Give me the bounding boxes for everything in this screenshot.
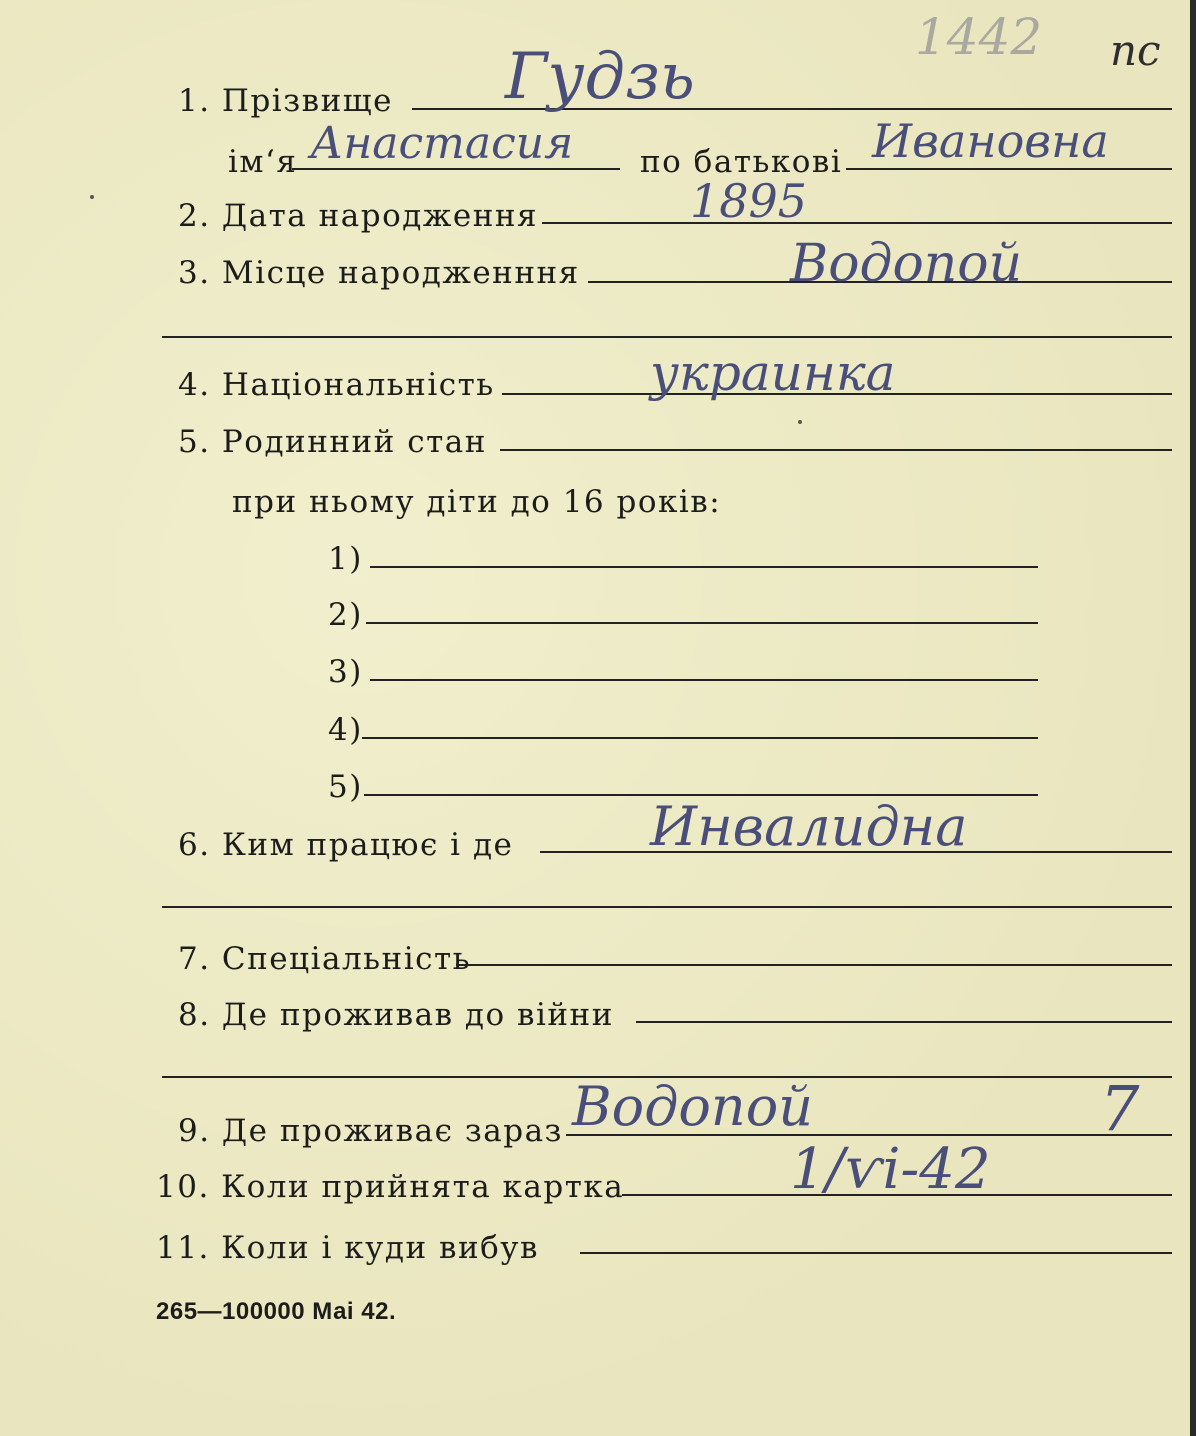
child-3-label: 3) xyxy=(328,654,363,690)
child-2-line[interactable] xyxy=(366,622,1038,624)
birth-date-value: 1895 xyxy=(690,174,808,228)
specialty-label: 7. Спеціальність xyxy=(178,941,472,977)
birth-place-value: Водопой xyxy=(790,234,1023,294)
marital-status-label: 5. Родинний стан xyxy=(178,424,487,460)
current-residence-value: Водопой xyxy=(572,1075,813,1138)
child-1-line[interactable] xyxy=(370,566,1038,568)
child-4-label: 4) xyxy=(328,712,363,748)
patronymic-value: Ивановна xyxy=(872,114,1109,168)
card-accepted-label: 10. Коли прийнята картка xyxy=(156,1169,625,1205)
child-5-label: 5) xyxy=(328,769,363,805)
card-edge xyxy=(1190,0,1196,1436)
patronymic-line[interactable] xyxy=(846,168,1172,170)
current-residence-label: 9. Де проживає зараз xyxy=(178,1113,563,1149)
surname-label: 1. Прізвище xyxy=(178,83,393,119)
marital-status-line[interactable] xyxy=(500,449,1172,451)
archive-suffix: пс xyxy=(1110,26,1161,75)
child-3-line[interactable] xyxy=(370,679,1038,681)
child-4-line[interactable] xyxy=(362,737,1038,739)
patronymic-label: по батькові xyxy=(640,144,843,180)
paper-speck xyxy=(798,420,802,424)
child-1-label: 1) xyxy=(328,541,363,577)
occupation-value: Инвалидна xyxy=(650,795,968,858)
nationality-value: украинка xyxy=(650,344,896,402)
occupation-label: 6. Ким працює і де xyxy=(178,827,514,863)
birth-place-line-2[interactable] xyxy=(162,336,1172,338)
card-accepted-value: 1/ѵі-42 xyxy=(790,1137,991,1202)
current-residence-mark: 7 xyxy=(1100,1072,1140,1145)
birth-date-label: 2. Дата народження xyxy=(178,198,539,234)
print-code: 265—100000 Маі 42. xyxy=(156,1298,397,1325)
departure-line[interactable] xyxy=(580,1252,1172,1254)
departure-label: 11. Коли і куди вибув xyxy=(156,1230,539,1266)
name-label: ім‘я xyxy=(228,144,298,180)
nationality-label: 4. Національність xyxy=(178,367,495,403)
child-2-label: 2) xyxy=(328,597,363,633)
birth-date-line[interactable] xyxy=(542,222,1172,224)
birth-place-label: 3. Місце народженння xyxy=(178,255,580,291)
paper-speck xyxy=(90,195,94,199)
specialty-line[interactable] xyxy=(456,964,1172,966)
name-value: Анастасия xyxy=(310,118,574,169)
prewar-residence-label: 8. Де проживав до війни xyxy=(178,997,614,1033)
children-label: при ньому діти до 16 років: xyxy=(232,484,722,520)
archive-number: 1442 xyxy=(915,8,1043,66)
occupation-line-2[interactable] xyxy=(162,906,1172,908)
surname-value: Гудзь xyxy=(505,40,695,114)
prewar-residence-line[interactable] xyxy=(636,1021,1172,1023)
